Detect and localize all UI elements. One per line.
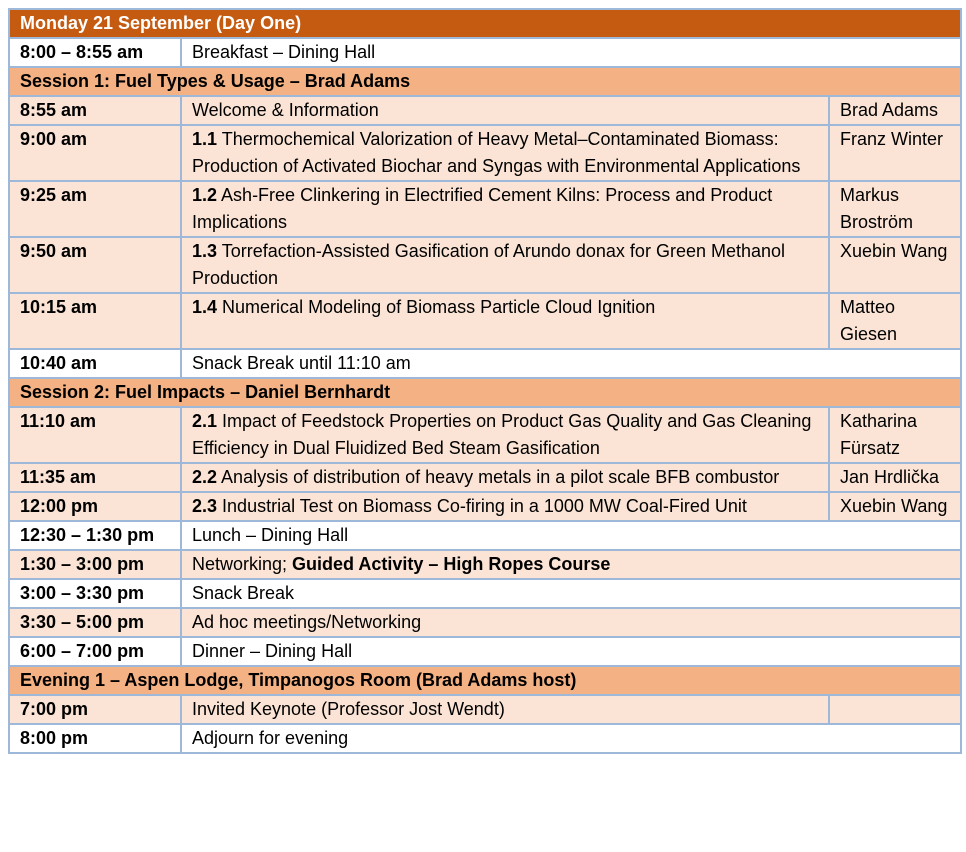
activity-text: Lunch – Dining Hall <box>192 525 349 545</box>
activity-cell <box>181 38 961 67</box>
speaker-cell: Jan Hrdlička <box>829 463 961 492</box>
time-cell: 6:00 – 7:00 pm <box>9 637 181 666</box>
talk-row <box>9 407 961 463</box>
session-header: Session 2: Fuel Impacts – Daniel Bernhardt <box>9 378 961 407</box>
session-header-row <box>9 378 961 407</box>
activity-text: Snack Break until 11:10 am <box>192 353 411 373</box>
schedule-body <box>9 9 961 753</box>
talk-title: Invited Keynote (Professor Jost Wendt) <box>192 699 505 719</box>
talk-row <box>9 492 961 521</box>
talk-title-cell <box>181 96 829 125</box>
schedule-row <box>9 637 961 666</box>
talk-title: Impact of Feedstock Properties on Product Gas Quality and Gas Cleaning Efficiency in Dual Fluidized Bed Steam Gasification <box>192 411 812 458</box>
session-header-row <box>9 666 961 695</box>
talk-number: 1.4 <box>192 297 218 317</box>
time-cell: 10:40 am <box>9 349 181 378</box>
session-header: Evening 1 – Aspen Lodge, Timpanogos Room (Brad Adams host) <box>9 666 961 695</box>
talk-title: Analysis of distribution of heavy metals in a pilot scale BFB combustor <box>221 467 780 487</box>
talk-title-cell <box>181 463 829 492</box>
time-cell: 9:00 am <box>9 125 181 181</box>
speaker-cell: Brad Adams <box>829 96 961 125</box>
talk-title: Welcome & Information <box>192 100 379 120</box>
talk-title-cell <box>181 237 829 293</box>
session-header: Session 1: Fuel Types & Usage – Brad Adams <box>9 67 961 96</box>
day-header: Monday 21 September (Day One) <box>9 9 961 38</box>
schedule-row <box>9 579 961 608</box>
activity-highlight: Guided Activity – High Ropes Course <box>292 554 611 574</box>
talk-row <box>9 463 961 492</box>
activity-cell <box>181 637 961 666</box>
time-cell: 1:30 – 3:00 pm <box>9 550 181 579</box>
talk-row <box>9 125 961 181</box>
talk-row <box>9 695 961 724</box>
talk-title-cell <box>181 181 829 237</box>
talk-title-cell <box>181 407 829 463</box>
time-cell: 12:30 – 1:30 pm <box>9 521 181 550</box>
talk-row <box>9 181 961 237</box>
activity-text: Adjourn for evening <box>192 728 349 748</box>
speaker-cell: Franz Winter <box>829 125 961 181</box>
talk-title: Numerical Modeling of Biomass Particle Cloud Ignition <box>222 297 656 317</box>
schedule-row <box>9 38 961 67</box>
schedule-row <box>9 521 961 550</box>
time-cell: 9:25 am <box>9 181 181 237</box>
talk-title: Torrefaction-Assisted Gasification of Arundo donax for Green Methanol Production <box>192 241 786 288</box>
schedule-row <box>9 349 961 378</box>
time-cell: 10:15 am <box>9 293 181 349</box>
activity-text: Ad hoc meetings/Networking <box>192 612 422 632</box>
speaker-cell: Katharina Fürsatz <box>829 407 961 463</box>
schedule-row <box>9 550 961 579</box>
time-cell: 8:55 am <box>9 96 181 125</box>
speaker-cell: Matteo Giesen <box>829 293 961 349</box>
time-cell: 12:00 pm <box>9 492 181 521</box>
activity-cell <box>181 349 961 378</box>
day-header-row <box>9 9 961 38</box>
talk-number: 2.1 <box>192 411 218 431</box>
schedule-row <box>9 608 961 637</box>
activity-cell <box>181 579 961 608</box>
speaker-cell <box>829 695 961 724</box>
speaker-cell: Xuebin Wang <box>829 492 961 521</box>
time-cell: 11:10 am <box>9 407 181 463</box>
time-cell: 9:50 am <box>9 237 181 293</box>
speaker-cell: Xuebin Wang <box>829 237 961 293</box>
time-cell: 11:35 am <box>9 463 181 492</box>
talk-row <box>9 293 961 349</box>
speaker-cell: Markus Broström <box>829 181 961 237</box>
schedule-row <box>9 724 961 753</box>
talk-row <box>9 96 961 125</box>
activity-cell <box>181 724 961 753</box>
talk-number: 1.1 <box>192 129 218 149</box>
activity-cell <box>181 608 961 637</box>
talk-number: 1.3 <box>192 241 218 261</box>
talk-number: 2.3 <box>192 496 218 516</box>
time-cell: 7:00 pm <box>9 695 181 724</box>
session-header-row <box>9 67 961 96</box>
talk-title-cell <box>181 492 829 521</box>
time-cell: 8:00 pm <box>9 724 181 753</box>
activity-text: Networking; <box>192 554 293 574</box>
activity-text: Snack Break <box>192 583 295 603</box>
talk-title: Ash-Free Clinkering in Electrified Cement Kilns: Process and Product Implications <box>192 185 773 232</box>
activity-cell <box>181 550 961 579</box>
talk-title-cell <box>181 125 829 181</box>
time-cell: 3:00 – 3:30 pm <box>9 579 181 608</box>
talk-title: Thermochemical Valorization of Heavy Metal–Contaminated Biomass: Production of Activated Biochar and Syngas with Environmental Applications <box>192 129 801 176</box>
talk-title-cell <box>181 695 829 724</box>
activity-text: Dinner – Dining Hall <box>192 641 353 661</box>
time-cell: 3:30 – 5:00 pm <box>9 608 181 637</box>
time-cell: 8:00 – 8:55 am <box>9 38 181 67</box>
talk-number: 2.2 <box>192 467 218 487</box>
activity-cell <box>181 521 961 550</box>
talk-row <box>9 237 961 293</box>
talk-title-cell <box>181 293 829 349</box>
activity-text: Breakfast – Dining Hall <box>192 42 376 62</box>
talk-title: Industrial Test on Biomass Co-firing in a 1000 MW Coal-Fired Unit <box>222 496 747 516</box>
talk-number: 1.2 <box>192 185 218 205</box>
schedule-table <box>8 8 962 754</box>
